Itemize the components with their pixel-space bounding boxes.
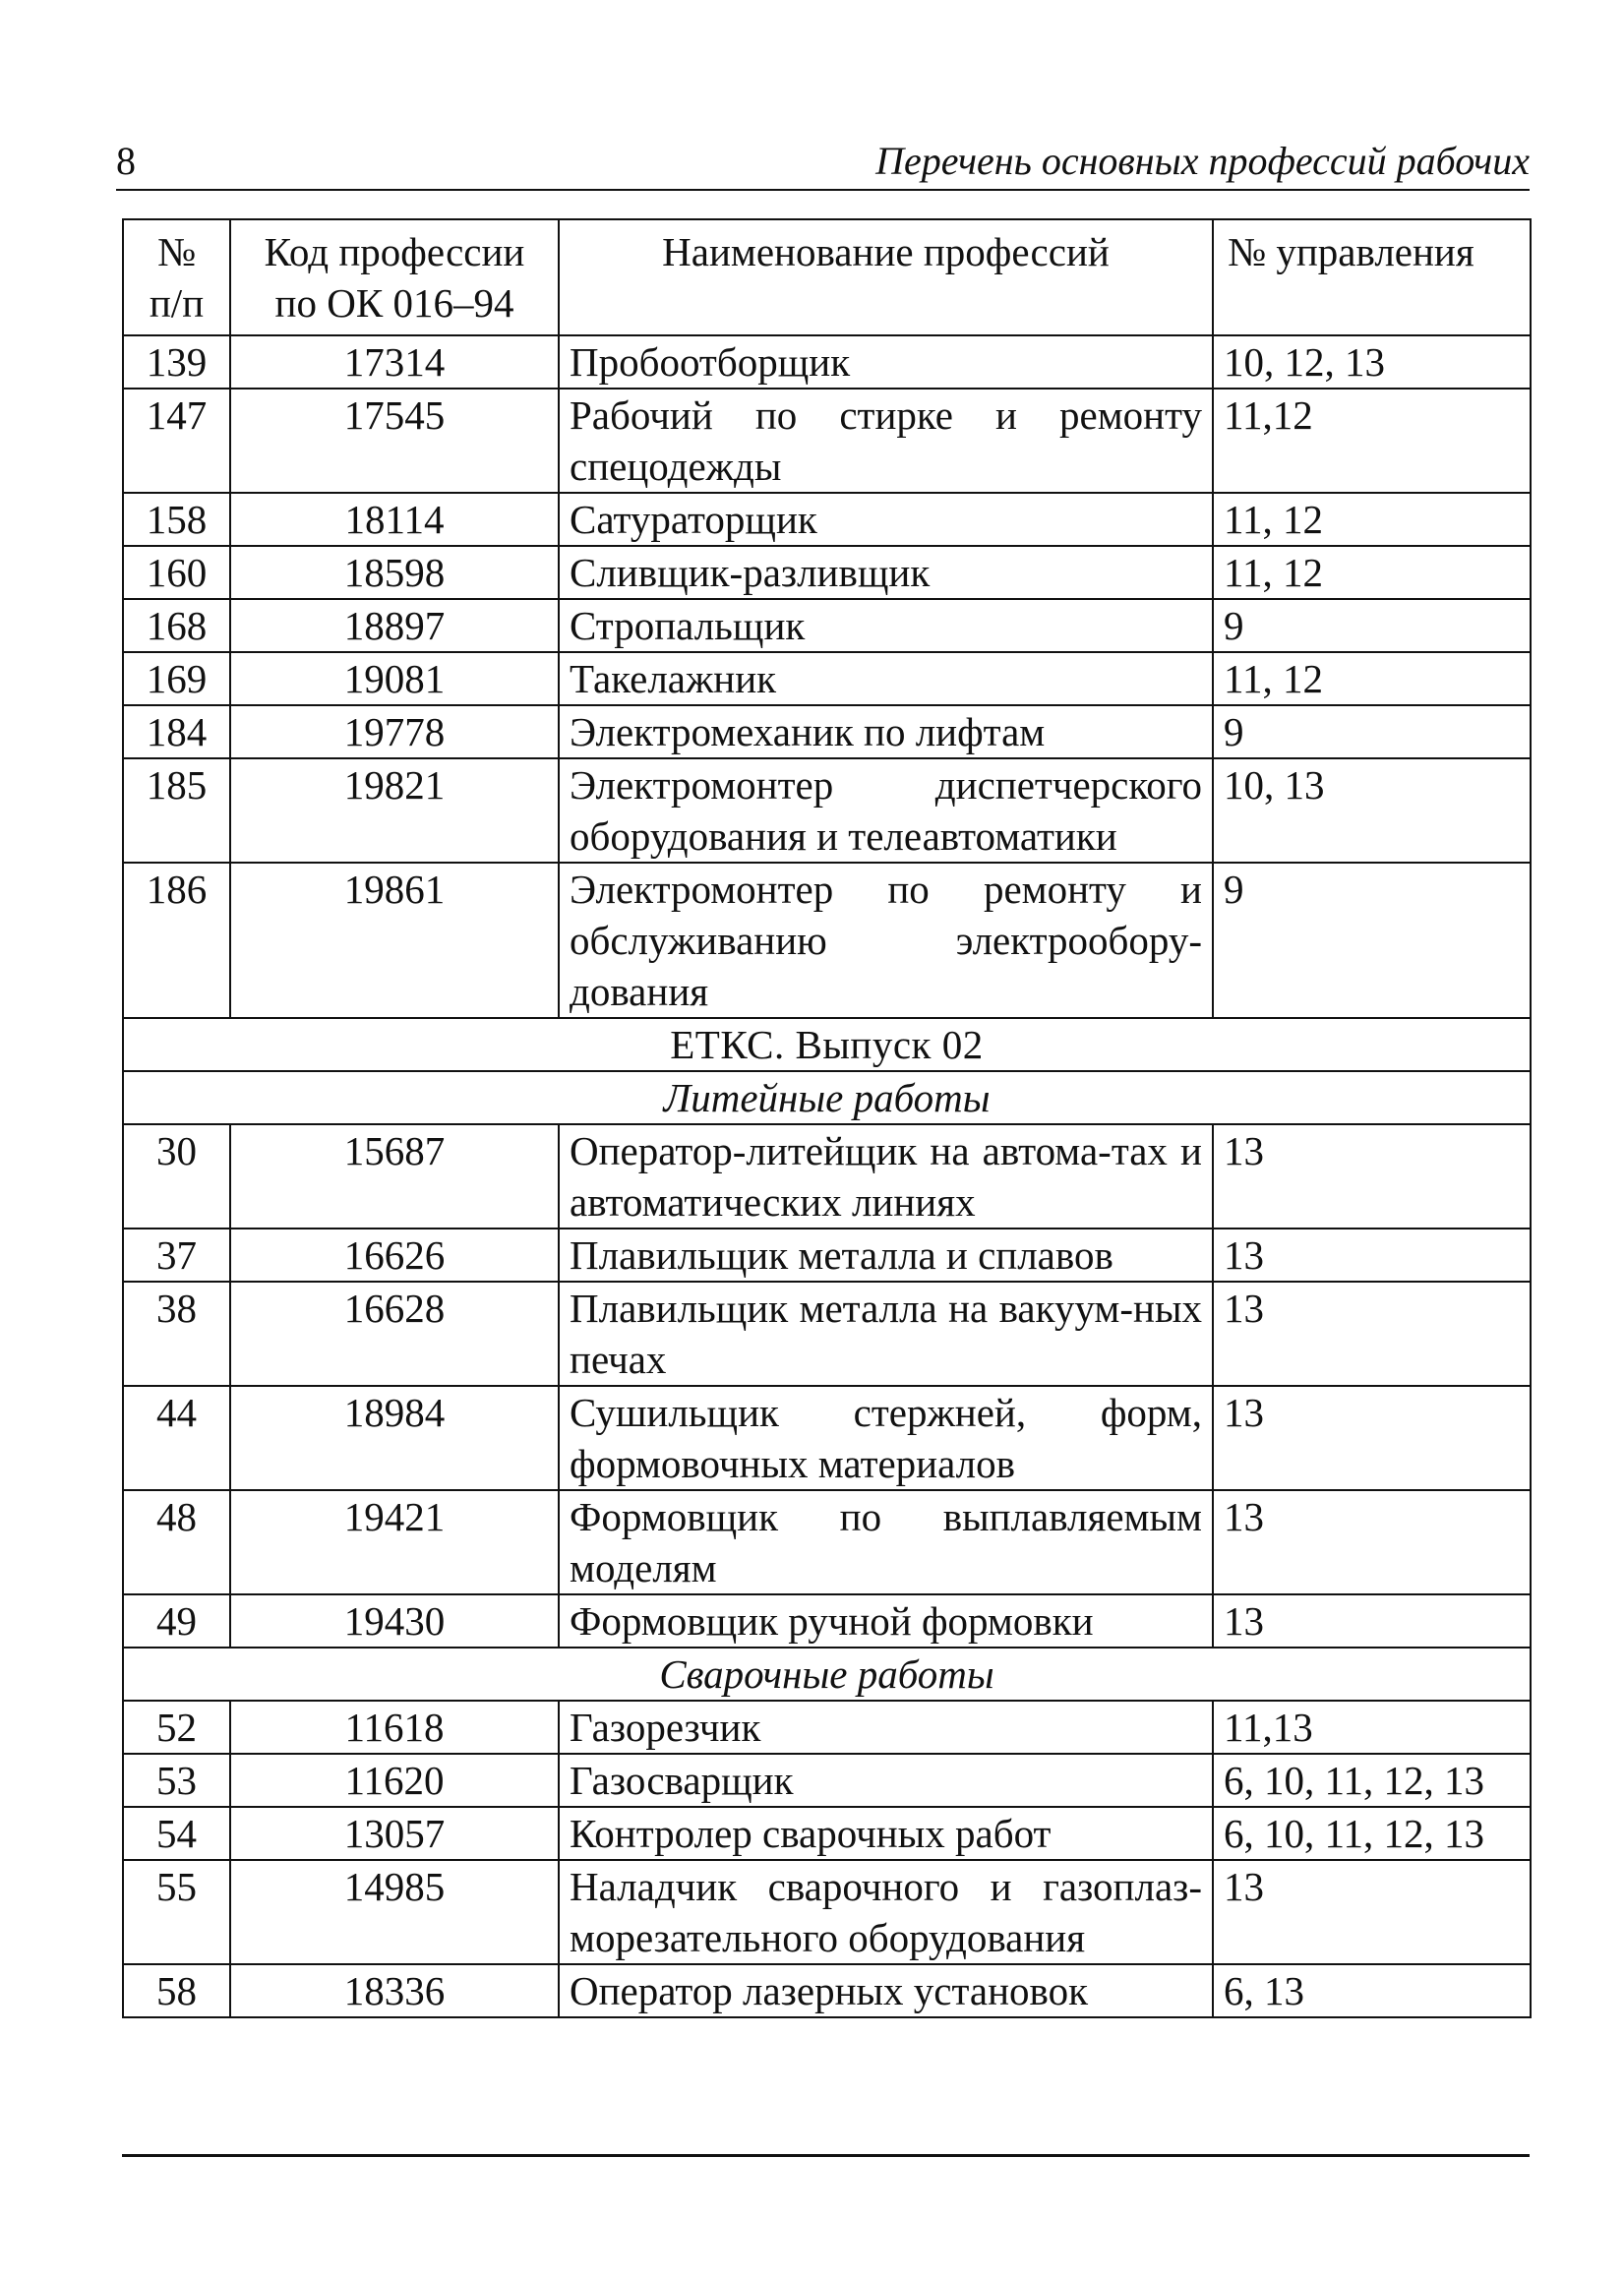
cell-profession: Наладчик сварочного и газоплаз-морезательного оборудования (559, 1860, 1213, 1964)
cell-management: 13 (1213, 1229, 1531, 1282)
cell-management: 9 (1213, 863, 1531, 1018)
cell-code: 13057 (230, 1807, 559, 1860)
cell-profession: Оператор лазерных установок (559, 1964, 1213, 2017)
cell-profession: Электромонтер диспетчерского оборудования и телеавтоматики (559, 758, 1213, 863)
cell-management: 13 (1213, 1594, 1531, 1648)
cell-code: 18114 (230, 493, 559, 546)
cell-management: 13 (1213, 1124, 1531, 1229)
table-row (123, 546, 1531, 599)
cell-management: 9 (1213, 705, 1531, 758)
cell-management: 13 (1213, 1282, 1531, 1386)
cell-number: 147 (123, 389, 230, 493)
cell-number: 54 (123, 1807, 230, 1860)
section-heading-casting: Литейные работы (123, 1071, 1531, 1124)
release-heading-row (123, 1018, 1531, 1071)
table-row (123, 1282, 1531, 1386)
cell-management: 13 (1213, 1386, 1531, 1490)
cell-profession: Плавильщик металла на вакуум-ных печах (559, 1282, 1213, 1386)
cell-code: 19081 (230, 652, 559, 705)
cell-management: 11,13 (1213, 1701, 1531, 1754)
cell-number: 48 (123, 1490, 230, 1594)
cell-profession: Плавильщик металла и сплавов (559, 1229, 1213, 1282)
cell-management: 11, 12 (1213, 546, 1531, 599)
cell-management: 11, 12 (1213, 493, 1531, 546)
table-row (123, 1490, 1531, 1594)
cell-profession: Сушильщик стержней, форм, формовочных материалов (559, 1386, 1213, 1490)
table-row (123, 1386, 1531, 1490)
table-row (123, 493, 1531, 546)
cell-code: 19778 (230, 705, 559, 758)
cell-management: 6, 13 (1213, 1964, 1531, 2017)
cell-management: 6, 10, 11, 12, 13 (1213, 1807, 1531, 1860)
cell-number: 160 (123, 546, 230, 599)
cell-code: 14985 (230, 1860, 559, 1964)
cell-profession: Формовщик ручной формовки (559, 1594, 1213, 1648)
cell-number: 38 (123, 1282, 230, 1386)
table-row (123, 1701, 1531, 1754)
cell-code: 18336 (230, 1964, 559, 2017)
cell-profession: Сатураторщик (559, 493, 1213, 546)
cell-number: 49 (123, 1594, 230, 1648)
cell-profession: Формовщик по выплавляемым моделям (559, 1490, 1213, 1594)
table-row (123, 1860, 1531, 1964)
cell-management: 10, 12, 13 (1213, 335, 1531, 389)
cell-number: 52 (123, 1701, 230, 1754)
header-rule (116, 189, 1530, 191)
table-row (123, 1229, 1531, 1282)
cell-management: 11,12 (1213, 389, 1531, 493)
cell-profession: Стропальщик (559, 599, 1213, 652)
cell-management: 11, 12 (1213, 652, 1531, 705)
table-row (123, 1964, 1531, 2017)
cell-code: 17314 (230, 335, 559, 389)
cell-profession: Газорезчик (559, 1701, 1213, 1754)
cell-number: 185 (123, 758, 230, 863)
cell-number: 53 (123, 1754, 230, 1807)
cell-code: 17545 (230, 389, 559, 493)
cell-management: 10, 13 (1213, 758, 1531, 863)
cell-profession: Электромонтер по ремонту и обслуживанию электрообору-дования (559, 863, 1213, 1018)
cell-code: 16628 (230, 1282, 559, 1386)
col-header-number-line2: п/п (149, 280, 205, 326)
table-row (123, 1594, 1531, 1648)
cell-code: 19861 (230, 863, 559, 1018)
cell-number: 139 (123, 335, 230, 389)
cell-profession: Такелажник (559, 652, 1213, 705)
cell-number: 184 (123, 705, 230, 758)
running-title: Перечень основных профессий рабочих (875, 139, 1530, 183)
section-heading-row (123, 1071, 1531, 1124)
cell-number: 168 (123, 599, 230, 652)
table-row (123, 1807, 1531, 1860)
cell-code: 18984 (230, 1386, 559, 1490)
col-header-code (230, 219, 559, 335)
cell-profession: Контролер сварочных работ (559, 1807, 1213, 1860)
page-number: 8 (116, 139, 136, 183)
cell-code: 18897 (230, 599, 559, 652)
cell-management: 13 (1213, 1490, 1531, 1594)
cell-profession: Электромеханик по лифтам (559, 705, 1213, 758)
cell-profession: Рабочий по стирке и ремонту спецодежды (559, 389, 1213, 493)
col-header-code-line2: по ОК 016–94 (274, 280, 514, 326)
cell-number: 44 (123, 1386, 230, 1490)
table-row (123, 863, 1531, 1018)
col-header-number-line1: № (156, 229, 197, 274)
cell-code: 19430 (230, 1594, 559, 1648)
cell-profession: Сливщик-разливщик (559, 546, 1213, 599)
cell-management: 6, 10, 11, 12, 13 (1213, 1754, 1531, 1807)
cell-number: 169 (123, 652, 230, 705)
col-header-management: № управления (1213, 219, 1531, 335)
cell-number: 186 (123, 863, 230, 1018)
cell-profession: Пробоотборщик (559, 335, 1213, 389)
table-row (123, 335, 1531, 389)
cell-number: 55 (123, 1860, 230, 1964)
cell-number: 158 (123, 493, 230, 546)
table-header-row (123, 219, 1531, 335)
col-header-code-line1: Код профессии (264, 229, 525, 274)
professions-table (122, 218, 1532, 2018)
cell-code: 19821 (230, 758, 559, 863)
table-row (123, 705, 1531, 758)
col-header-number (123, 219, 230, 335)
table-row (123, 389, 1531, 493)
release-heading: ЕТКС. Выпуск 02 (123, 1018, 1531, 1071)
cell-code: 15687 (230, 1124, 559, 1229)
table-row (123, 599, 1531, 652)
cell-profession: Газосварщик (559, 1754, 1213, 1807)
col-header-name: Наименование профессий (559, 219, 1213, 335)
cell-profession: Оператор-литейщик на автома-тах и автоматических линиях (559, 1124, 1213, 1229)
cell-management: 9 (1213, 599, 1531, 652)
cell-management: 13 (1213, 1860, 1531, 1964)
cell-code: 11618 (230, 1701, 559, 1754)
table-row (123, 1124, 1531, 1229)
footer-rule (122, 2154, 1530, 2157)
table-row (123, 1754, 1531, 1807)
cell-code: 11620 (230, 1754, 559, 1807)
cell-code: 16626 (230, 1229, 559, 1282)
table-row (123, 758, 1531, 863)
table-row (123, 652, 1531, 705)
cell-number: 58 (123, 1964, 230, 2017)
cell-number: 30 (123, 1124, 230, 1229)
section-heading-welding: Сварочные работы (123, 1648, 1531, 1701)
cell-code: 19421 (230, 1490, 559, 1594)
cell-code: 18598 (230, 546, 559, 599)
cell-number: 37 (123, 1229, 230, 1282)
section-heading-row (123, 1648, 1531, 1701)
